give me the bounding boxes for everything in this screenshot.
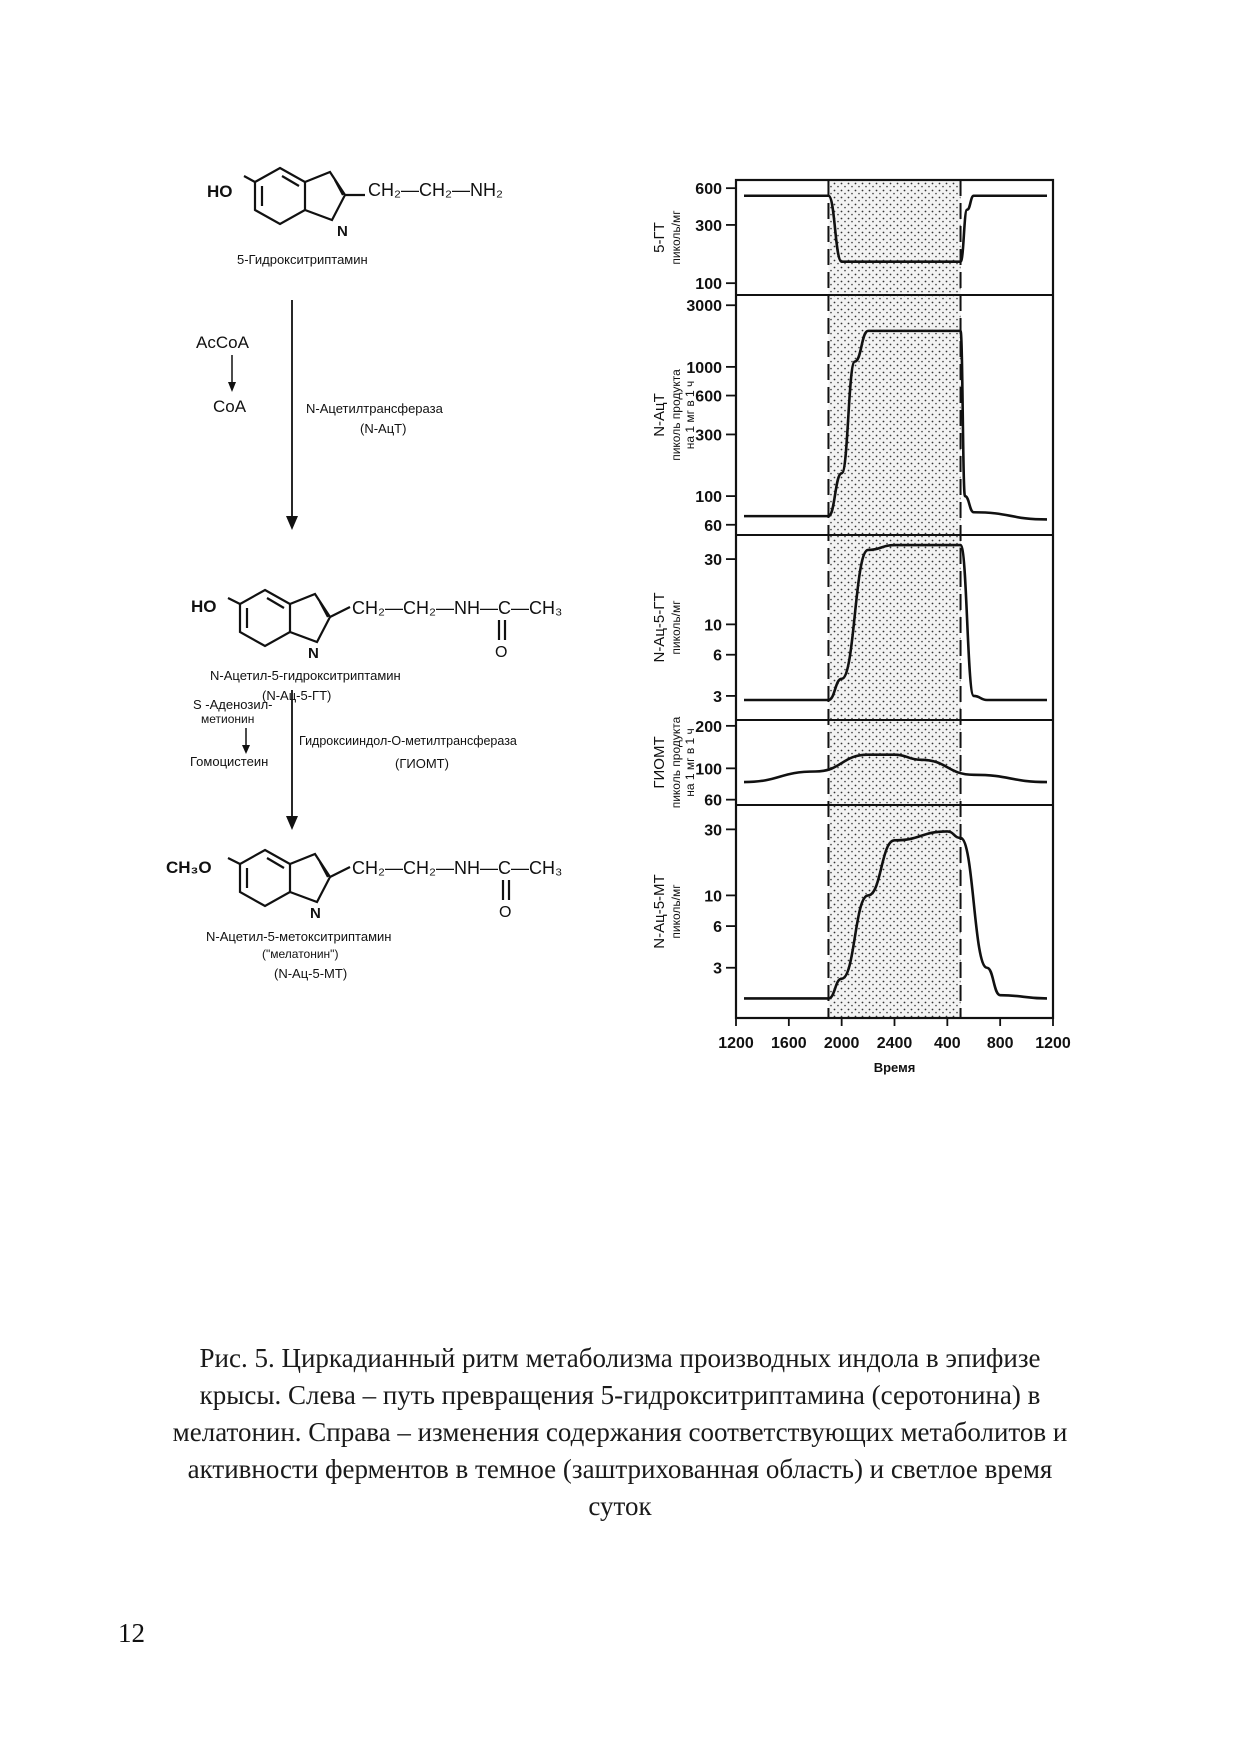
- panel-unit: пиколь продукта: [669, 369, 683, 461]
- enzyme2-abbr: (ГИОМТ): [395, 756, 449, 771]
- y-tick-label: 100: [695, 276, 722, 294]
- figure-caption: [110, 1340, 1130, 1525]
- enzyme2-name: Гидроксииндол-О-метилтрансфераза: [299, 734, 517, 748]
- mol2-n: N: [308, 645, 319, 662]
- x-axis-label: Время: [873, 1060, 916, 1075]
- mol3-n: N: [310, 905, 321, 922]
- panel-unit-2: на 1 мг в 1 ч: [683, 728, 697, 797]
- caption-line: крысы. Слева – путь превращения 5-гидрокситриптамина (серотонина) в: [199, 1380, 1041, 1410]
- panel-unit: пиколь/мг: [669, 600, 683, 655]
- mol2-name: N-Ацетил-5-гидрокситриптамин: [210, 668, 401, 683]
- mol2-o: O: [495, 644, 508, 661]
- y-tick-label: 200: [695, 718, 722, 736]
- y-tick-label: 10: [704, 617, 722, 635]
- pathway-diagram: [166, 168, 562, 981]
- mol3-abbr: (N-Ац-5-МТ): [274, 966, 348, 981]
- panel-unit-2: на 1 мг в 1 ч: [683, 380, 697, 450]
- caption-line: суток: [588, 1491, 652, 1521]
- mol1-chain: CH₂—CH₂—NH₂: [368, 180, 503, 200]
- cofactor2-top1: S -Аденозил-: [193, 697, 273, 712]
- cofactor2-top2: метионин: [201, 712, 255, 726]
- y-tick-label: 600: [695, 388, 722, 406]
- mol3-o: O: [499, 904, 512, 921]
- y-tick-label: 3: [713, 688, 722, 706]
- x-tick-label: 800: [986, 1035, 1014, 1052]
- panel-label: N-АцТ: [651, 393, 668, 437]
- x-tick-label: 2000: [823, 1035, 860, 1052]
- caption-line: Рис. 5. Циркадианный ритм метаболизма производных индола в эпифизе: [199, 1343, 1041, 1373]
- x-tick-label: 2400: [876, 1035, 913, 1052]
- mol3-meo: CH₃O: [166, 858, 212, 877]
- y-tick-label: 30: [704, 822, 722, 840]
- caption-line: мелатонин. Справа – изменения содержания соответствующих метаболитов и: [172, 1417, 1068, 1447]
- x-tick-label: 1200: [1035, 1035, 1071, 1052]
- cofactor1-arrow: [228, 355, 236, 392]
- enzyme1-name: N-Ацетилтрансфераза: [306, 401, 443, 416]
- mol1-ho: HO: [207, 182, 233, 201]
- mol3-alias: ("мелатонин"): [262, 947, 339, 961]
- y-tick-label: 3: [713, 960, 722, 978]
- y-tick-label: 100: [695, 761, 722, 779]
- y-tick-label: 300: [695, 217, 722, 235]
- cofactor1-bottom: CoA: [213, 397, 247, 416]
- reaction-arrow-2: [286, 690, 298, 830]
- mol2-ho: HO: [191, 597, 217, 616]
- panel-label: 5-ГТ: [651, 222, 668, 253]
- y-tick-label: 30: [704, 552, 722, 570]
- panel-label: N-Ац-5-МТ: [651, 874, 668, 949]
- cofactor2-bottom: Гомоцистеин: [190, 754, 269, 769]
- cofactor2-arrow: [242, 728, 250, 754]
- y-tick-label: 10: [704, 888, 722, 906]
- mol1-n: N: [337, 223, 348, 240]
- y-tick-label: 60: [704, 517, 722, 535]
- dark-period-band: [828, 180, 960, 1018]
- panel-label: ГИОМТ: [651, 736, 668, 789]
- x-tick-label: 1600: [771, 1035, 807, 1052]
- y-tick-label: 300: [695, 427, 722, 445]
- y-tick-label: 60: [704, 792, 722, 810]
- y-tick-label: 3000: [686, 298, 722, 316]
- panel-unit: пиколь/мг: [669, 210, 683, 265]
- x-tick-label: 400: [933, 1035, 961, 1052]
- y-tick-label: 100: [695, 489, 722, 507]
- mol3-chain: CH₂—CH₂—NH—C—CH₃: [352, 858, 563, 878]
- mol2-chain: CH₂—CH₂—NH—C—CH₃: [352, 598, 563, 618]
- y-tick-label: 600: [695, 181, 722, 199]
- x-axis: [718, 1018, 1071, 1075]
- y-tick-label: 6: [713, 919, 722, 937]
- enzyme1-abbr: (N-АцТ): [360, 421, 407, 436]
- circadian-chart: [651, 180, 1071, 1075]
- mol2-abbr: (N-Ац-5-ГТ): [262, 688, 332, 703]
- caption-line: активности ферментов в темное (заштрихованная область) и светлое время: [187, 1454, 1053, 1484]
- x-tick-label: 1200: [718, 1035, 754, 1052]
- y-tick-label: 1000: [686, 359, 722, 377]
- mol1-name: 5-Гидрокситриптамин: [237, 252, 368, 267]
- mol3-name: N-Ацетил-5-метокситриптамин: [206, 929, 392, 944]
- panel-unit: пиколь/мг: [669, 884, 683, 939]
- page-number: 12: [118, 1618, 145, 1648]
- reaction-arrow-1: [286, 300, 298, 530]
- panel-unit: пиколь продукта: [669, 716, 683, 809]
- y-tick-label: 6: [713, 647, 722, 665]
- molecule-5-hydroxytryptamine: [244, 168, 365, 224]
- panel-label: N-Ац-5-ГТ: [651, 592, 668, 663]
- cofactor1-top: AcCoA: [196, 333, 249, 352]
